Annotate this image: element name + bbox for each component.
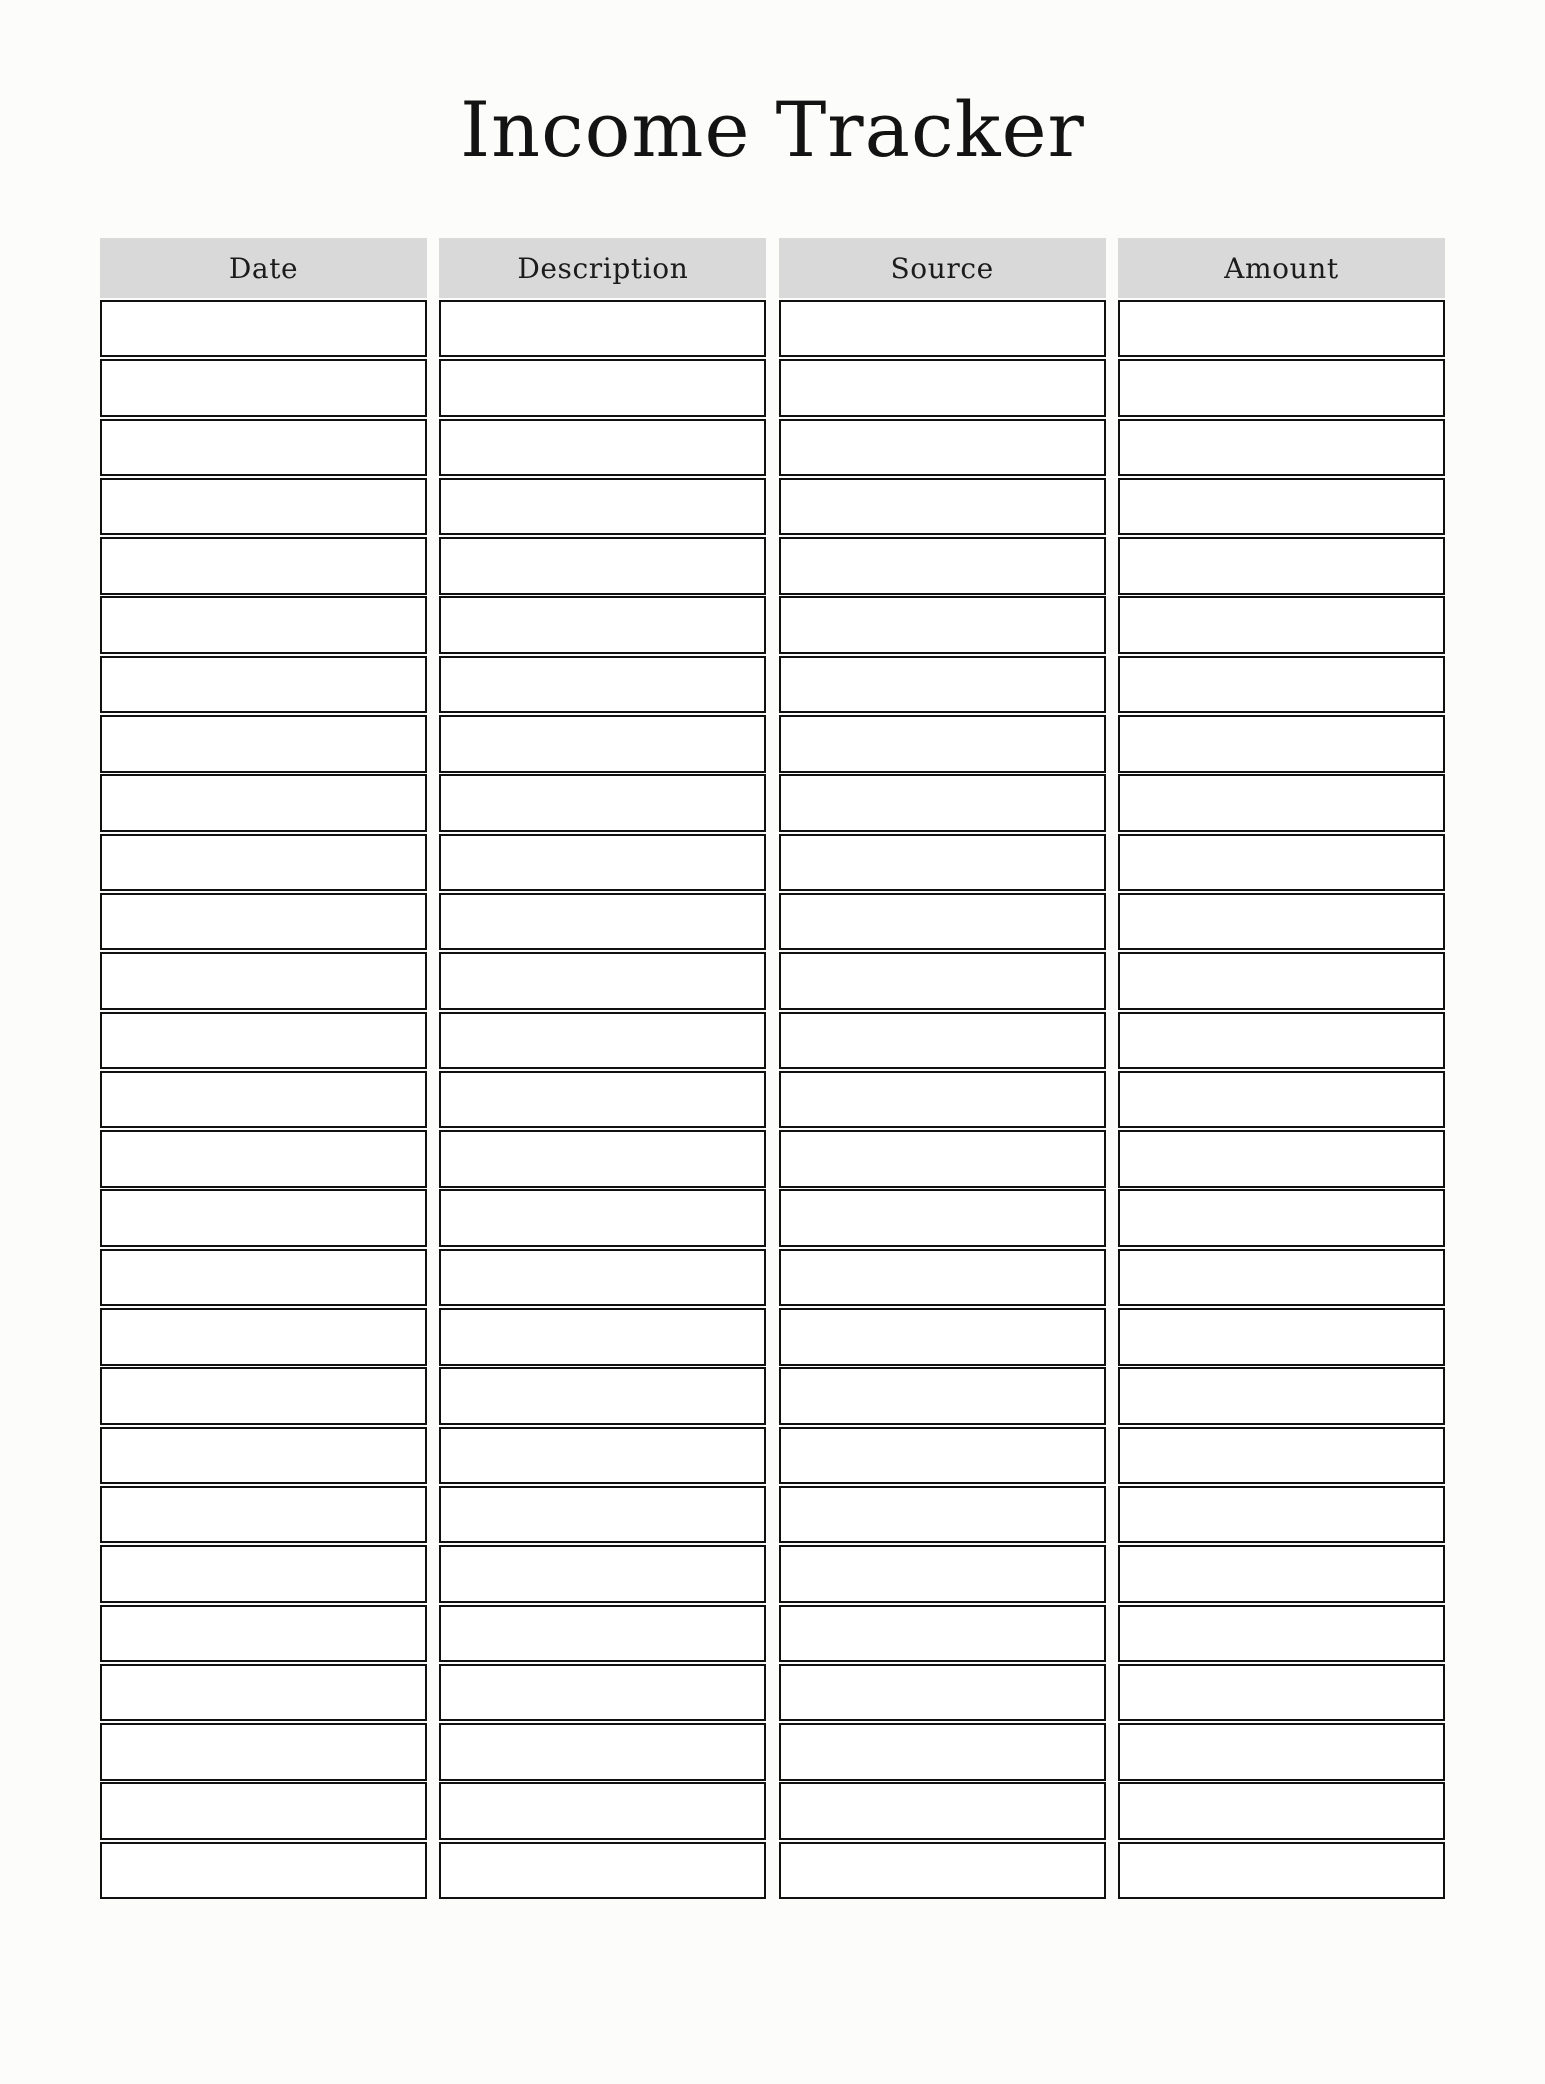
description-entry-cell[interactable]	[439, 1486, 766, 1544]
description-entry-cell[interactable]	[439, 1012, 766, 1070]
description-entry-cell[interactable]	[439, 952, 766, 1010]
source-entry-cell[interactable]	[779, 656, 1106, 714]
amount-entry-cell[interactable]	[1118, 1427, 1445, 1485]
date-entry-cell[interactable]	[100, 1664, 427, 1722]
date-entry-cell[interactable]	[100, 656, 427, 714]
amount-entry-cell[interactable]	[1118, 1012, 1445, 1070]
source-entry-cell[interactable]	[779, 1782, 1106, 1840]
description-entry-cell[interactable]	[439, 1842, 766, 1900]
page-title: Income Tracker	[460, 85, 1085, 174]
date-entry-cell[interactable]	[100, 1189, 427, 1247]
description-entry-cell[interactable]	[439, 1071, 766, 1129]
source-entry-cell[interactable]	[779, 1130, 1106, 1188]
column-header-description: Description	[439, 238, 766, 298]
tracker-table	[0, 238, 1545, 1899]
description-entry-cell[interactable]	[439, 419, 766, 477]
date-entry-cell[interactable]	[100, 1545, 427, 1603]
date-entry-cell[interactable]	[100, 834, 427, 892]
date-entry-cell[interactable]	[100, 715, 427, 773]
column-header-amount: Amount	[1118, 238, 1445, 298]
description-entry-cell[interactable]	[439, 1367, 766, 1425]
description-entry-cell[interactable]	[439, 1782, 766, 1840]
source-entry-cell[interactable]	[779, 715, 1106, 773]
amount-entry-cell[interactable]	[1118, 596, 1445, 654]
amount-entry-cell[interactable]	[1118, 1189, 1445, 1247]
source-entry-cell[interactable]	[779, 300, 1106, 358]
amount-entry-cell[interactable]	[1118, 952, 1445, 1010]
description-entry-cell[interactable]	[439, 1664, 766, 1722]
source-entry-cell[interactable]	[779, 1308, 1106, 1366]
source-entry-cell[interactable]	[779, 419, 1106, 477]
date-entry-cell[interactable]	[100, 1605, 427, 1663]
date-entry-cell[interactable]	[100, 952, 427, 1010]
description-entry-cell[interactable]	[439, 893, 766, 951]
description-entry-cell[interactable]	[439, 715, 766, 773]
amount-entry-cell[interactable]	[1118, 1545, 1445, 1603]
column-date	[100, 238, 427, 1899]
source-entry-cell[interactable]	[779, 359, 1106, 417]
description-entry-cell[interactable]	[439, 834, 766, 892]
description-entry-cell[interactable]	[439, 537, 766, 595]
amount-entry-cell[interactable]	[1118, 1130, 1445, 1188]
date-entry-cell[interactable]	[100, 300, 427, 358]
amount-entry-cell[interactable]	[1118, 834, 1445, 892]
date-entry-cell[interactable]	[100, 1130, 427, 1188]
source-entry-cell[interactable]	[779, 478, 1106, 536]
description-entry-cell[interactable]	[439, 1723, 766, 1781]
amount-entry-cell[interactable]	[1118, 715, 1445, 773]
amount-entry-cell[interactable]	[1118, 537, 1445, 595]
date-entry-cell[interactable]	[100, 1427, 427, 1485]
source-entry-cell[interactable]	[779, 1723, 1106, 1781]
date-entry-cell[interactable]	[100, 537, 427, 595]
source-entry-cell[interactable]	[779, 1012, 1106, 1070]
source-entry-cell[interactable]	[779, 834, 1106, 892]
date-entry-cell[interactable]	[100, 1308, 427, 1366]
source-entry-cell[interactable]	[779, 1071, 1106, 1129]
description-entry-cell[interactable]	[439, 359, 766, 417]
source-entry-cell[interactable]	[779, 1545, 1106, 1603]
description-entry-cell[interactable]	[439, 300, 766, 358]
source-entry-cell[interactable]	[779, 537, 1106, 595]
amount-entry-cell[interactable]	[1118, 1842, 1445, 1900]
description-entry-cell[interactable]	[439, 1249, 766, 1307]
source-entry-cell[interactable]	[779, 1427, 1106, 1485]
amount-entry-cell[interactable]	[1118, 1308, 1445, 1366]
source-entry-cell[interactable]	[779, 774, 1106, 832]
amount-entry-cell[interactable]	[1118, 1605, 1445, 1663]
description-entry-cell[interactable]	[439, 1605, 766, 1663]
column-source	[779, 238, 1106, 1899]
source-entry-cell[interactable]	[779, 893, 1106, 951]
description-entry-cell[interactable]	[439, 656, 766, 714]
date-entry-cell[interactable]	[100, 1012, 427, 1070]
column-header-date: Date	[100, 238, 427, 298]
date-entry-cell[interactable]	[100, 359, 427, 417]
description-entry-cell[interactable]	[439, 774, 766, 832]
date-entry-cell[interactable]	[100, 1249, 427, 1307]
amount-entry-cell[interactable]	[1118, 774, 1445, 832]
source-entry-cell[interactable]	[779, 1842, 1106, 1900]
description-entry-cell[interactable]	[439, 1130, 766, 1188]
amount-entry-cell[interactable]	[1118, 893, 1445, 951]
source-entry-cell[interactable]	[779, 1367, 1106, 1425]
amount-entry-cell[interactable]	[1118, 656, 1445, 714]
date-entry-cell[interactable]	[100, 478, 427, 536]
date-entry-cell[interactable]	[100, 1842, 427, 1900]
income-tracker-sheet	[0, 84, 1545, 2084]
amount-entry-cell[interactable]	[1118, 1664, 1445, 1722]
amount-entry-cell[interactable]	[1118, 1782, 1445, 1840]
source-entry-cell[interactable]	[779, 1249, 1106, 1307]
description-entry-cell[interactable]	[439, 1308, 766, 1366]
source-entry-cell[interactable]	[779, 596, 1106, 654]
description-entry-cell[interactable]	[439, 1189, 766, 1247]
column-amount	[1118, 238, 1445, 1899]
amount-entry-cell[interactable]	[1118, 1367, 1445, 1425]
description-entry-cell[interactable]	[439, 1545, 766, 1603]
amount-entry-cell[interactable]	[1118, 1071, 1445, 1129]
description-entry-cell[interactable]	[439, 478, 766, 536]
source-entry-cell[interactable]	[779, 1664, 1106, 1722]
amount-entry-cell[interactable]	[1118, 359, 1445, 417]
amount-entry-cell[interactable]	[1118, 1723, 1445, 1781]
source-entry-cell[interactable]	[779, 1605, 1106, 1663]
description-entry-cell[interactable]	[439, 1427, 766, 1485]
source-entry-cell[interactable]	[779, 1189, 1106, 1247]
column-description	[439, 238, 766, 1899]
date-entry-cell[interactable]	[100, 1486, 427, 1544]
date-entry-cell[interactable]	[100, 893, 427, 951]
amount-entry-cell[interactable]	[1118, 300, 1445, 358]
column-header-source: Source	[779, 238, 1106, 298]
source-entry-cell[interactable]	[779, 952, 1106, 1010]
date-entry-cell[interactable]	[100, 1071, 427, 1129]
date-entry-cell[interactable]	[100, 1782, 427, 1840]
amount-entry-cell[interactable]	[1118, 1249, 1445, 1307]
amount-entry-cell[interactable]	[1118, 1486, 1445, 1544]
date-entry-cell[interactable]	[100, 1723, 427, 1781]
source-entry-cell[interactable]	[779, 1486, 1106, 1544]
date-entry-cell[interactable]	[100, 774, 427, 832]
amount-entry-cell[interactable]	[1118, 419, 1445, 477]
date-entry-cell[interactable]	[100, 596, 427, 654]
description-entry-cell[interactable]	[439, 596, 766, 654]
date-entry-cell[interactable]	[100, 1367, 427, 1425]
amount-entry-cell[interactable]	[1118, 478, 1445, 536]
date-entry-cell[interactable]	[100, 419, 427, 477]
